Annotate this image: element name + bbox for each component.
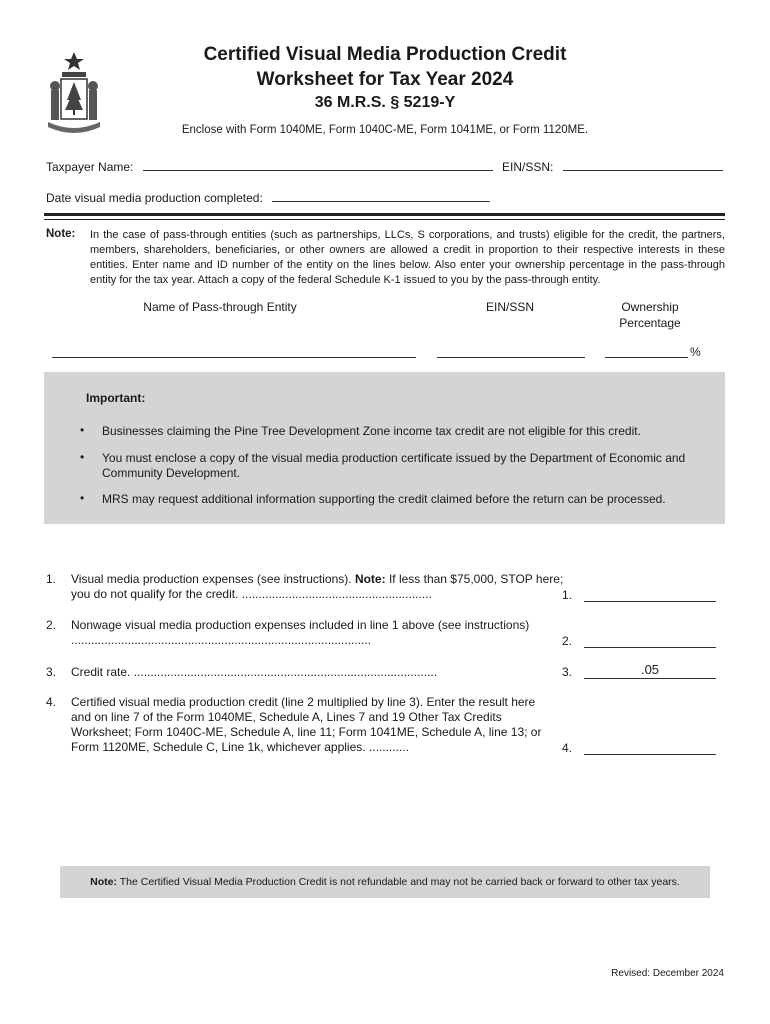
line-1-ref: 1. — [562, 588, 573, 602]
leader-dots: ........................................................................................... — [130, 665, 438, 679]
line-1-number: 1. — [46, 572, 57, 586]
col-ownership-line2: Percentage — [619, 316, 681, 330]
leader-dots: ............ — [365, 740, 409, 754]
divider-thin — [44, 219, 725, 220]
line-4-desc: Certified visual media production credit (line 2 multiplied by line 3). Enter the result here and on line 7 of the Form 1040ME, Schedule A, Lines 7 and 19 Other Tax Credits Worksheet; Form 1040C-ME, Schedule A, line 11; Form 1041ME, Schedule A, line 13; or Form 1120ME, Schedule C, Line 1k, whichever applies. — [71, 695, 542, 754]
statute-citation: 36 M.R.S. § 5219-Y — [314, 94, 456, 111]
line-2-desc: Nonwage visual media production expenses included in line 1 above (see instructions) — [71, 618, 530, 632]
refundable-note — [60, 866, 710, 898]
leader-dots: ......................................................... — [238, 587, 432, 601]
line-1-desc: Visual media production expenses (see instructions). — [71, 572, 355, 586]
line-1-text — [71, 572, 571, 602]
col-entity-name: Name of Pass-through Entity — [143, 300, 297, 314]
ein-label: EIN/SSN: — [502, 160, 554, 174]
line-2-number: 2. — [46, 618, 57, 632]
entity-ein-field[interactable] — [437, 357, 585, 358]
entity-name-field[interactable] — [52, 357, 416, 358]
refundable-note-text: The Certified Visual Media Production Credit is not refundable and may not be carried back or forward to other tax years. — [117, 876, 680, 888]
important-item: MRS may request additional information supporting the credit claimed before the return can be processed. — [102, 492, 666, 506]
divider-thick — [44, 213, 725, 216]
enclose-instruction: Enclose with Form 1040ME, Form 1040C-ME, Form 1041ME, or Form 1120ME. — [181, 124, 589, 136]
taxpayer-name-label: Taxpayer Name: — [46, 160, 134, 174]
taxpayer-name-row — [46, 158, 493, 174]
line-3-text — [71, 665, 571, 680]
line-2-ref: 2. — [562, 634, 573, 648]
form-title-line2: Worksheet for Tax Year 2024 — [256, 69, 514, 90]
taxpayer-name-field[interactable] — [143, 158, 493, 171]
form-title-line1: Certified Visual Media Production Credit — [203, 44, 567, 65]
note-text: In the case of pass-through entities (such as partnerships, LLCs, S corporations, and trusts) eligible for the credit, the partners, members, shareholders, beneficiaries, or other owners are allowed a credit in proportion to their respective interests in these entities. Enter name and ID number of the entity on the lines below. Also enter your ownership percentage in the pass-through entity for the tax year. Attach a copy of the federal Schedule K-1 issued to you by the pass-through entity. — [90, 229, 725, 286]
line-1-answer-field[interactable] — [584, 601, 716, 602]
bullet-icon: • — [80, 423, 85, 437]
line-3-answer-field — [584, 678, 716, 679]
col-ownership — [590, 299, 710, 331]
date-completed-field[interactable] — [272, 189, 490, 202]
line-3-desc: Credit rate. — [71, 665, 131, 679]
note-label: Note: — [46, 228, 76, 240]
line-2-text — [71, 618, 571, 648]
line-4-ref: 4. — [562, 741, 573, 755]
line-3-number: 3. — [46, 665, 57, 679]
col-ein-ssn: EIN/SSN — [485, 300, 534, 314]
line-1-note-label: Note: — [354, 572, 386, 586]
date-completed-row — [46, 189, 490, 205]
credit-rate-value: .05 — [640, 662, 660, 677]
important-item: Businesses claiming the Pine Tree Development Zone income tax credit are not eligible for this credit. — [102, 424, 641, 438]
important-item: You must enclose a copy of the visual media production certificate issued by the Department of Economic and Community Development. — [102, 451, 686, 480]
line-4-number: 4. — [46, 695, 57, 709]
revision-date: Revised: December 2024 — [611, 968, 724, 979]
refundable-note-label: Note: — [90, 876, 117, 888]
line-2-answer-field[interactable] — [584, 647, 716, 648]
line-4-answer-field[interactable] — [584, 754, 716, 755]
line-1-stop: If less than $75,000, STOP here; you do not qualify for the credit. — [71, 572, 564, 601]
ein-row — [502, 158, 723, 174]
percent-sign: % — [690, 345, 701, 359]
bullet-icon: • — [80, 491, 85, 505]
ein-field[interactable] — [563, 158, 723, 171]
date-completed-label: Date visual media production completed: — [46, 191, 263, 205]
important-label: Important: — [86, 391, 146, 405]
line-3-ref: 3. — [562, 665, 573, 679]
col-ownership-line1: Ownership — [621, 300, 679, 314]
line-4-text — [71, 695, 556, 755]
ownership-percentage-field[interactable] — [605, 357, 688, 358]
leader-dots: .......................................................................................... — [71, 633, 372, 647]
bullet-icon: • — [80, 450, 85, 464]
